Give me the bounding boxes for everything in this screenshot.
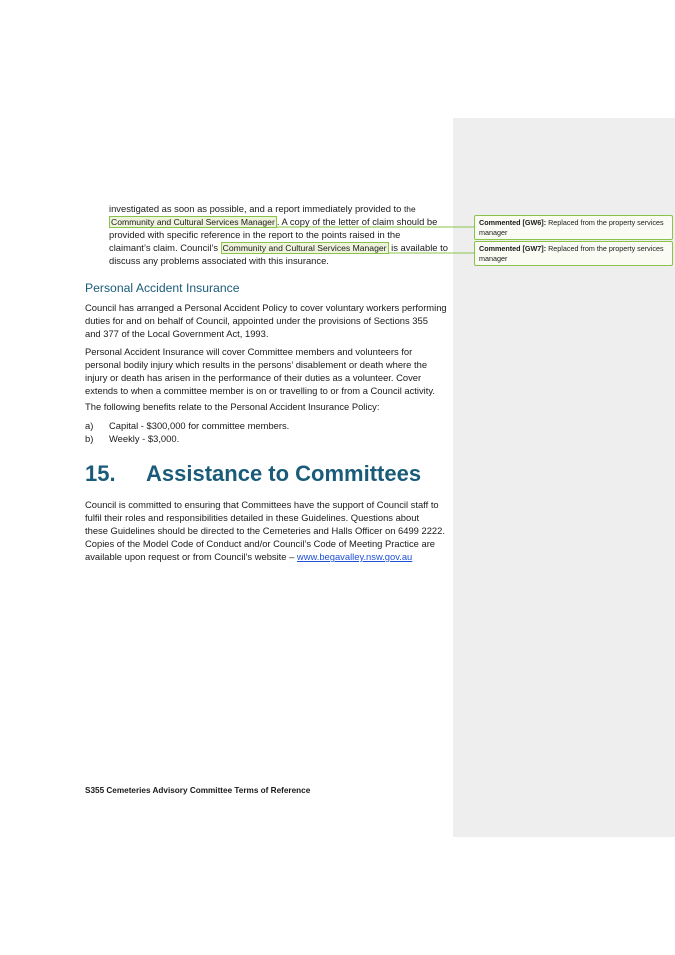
insurance-para-line-5: discuss any problems associated with this insurance. — [109, 255, 329, 266]
pa-para-2-line-2: personal bodily injury which results in the persons’ disablement or death where the — [85, 359, 428, 370]
comment-label: Commented [GW7]: — [479, 244, 547, 253]
insurance-para-line-1: investigated as soon as possible, and a report immediately provided to the — [109, 203, 416, 214]
pa-para-2-line-4: extends to when a committee member is on or travelling to or from a Council activity. — [85, 385, 435, 396]
comment-text: Replaced from the property services — [546, 244, 664, 253]
section-number: 15. — [85, 461, 116, 486]
comment-text-continued: manager — [479, 227, 508, 237]
comment-balloon-gw6[interactable] — [474, 215, 673, 240]
comment-balloon-gw7[interactable] — [474, 241, 673, 266]
section15-line-2: fulfil their roles and responsibilities detailed in these Guidelines. Questions about — [85, 512, 420, 523]
list-item-text: Weekly - $3,000. — [109, 433, 180, 444]
pa-para-3: The following benefits relate to the Personal Accident Insurance Policy: — [85, 401, 380, 412]
insurance-para-line-3: provided with specific reference in the report to the points raised in the — [109, 229, 401, 240]
highlighted-text-gw7[interactable]: Community and Cultural Services Manager — [222, 243, 387, 253]
list-item-label: a) — [85, 420, 94, 431]
section-heading-15 — [85, 461, 421, 487]
section15-line-4: Copies of the Model Code of Conduct and/or Council’s Code of Meeting Practice are — [85, 538, 436, 549]
comment-text: Replaced from the property services — [546, 218, 664, 227]
section-title: Assistance to Committees — [146, 461, 422, 486]
comment-text-continued: manager — [479, 253, 508, 263]
section15-line-1: Council is committed to ensuring that Committees have the support of Council staff to — [85, 499, 439, 510]
list-item-label: b) — [85, 433, 94, 444]
website-link[interactable]: www.begavalley.nsw.gov.au — [296, 551, 413, 562]
list-item-text: Capital - $300,000 for committee members. — [109, 420, 290, 431]
section15-line-5: available upon request or from Council’s website – www.begavalley.nsw.gov.au — [85, 551, 413, 562]
pa-para-1-line-3: and 377 of the Local Government Act, 1993. — [85, 328, 269, 339]
page-footer: S355 Cemeteries Advisory Committee Terms of Reference — [85, 786, 311, 795]
section15-line-3: these Guidelines should be directed to the Cemeteries and Halls Officer on 6499 2222. — [85, 525, 445, 536]
pa-para-2-line-3: injury or death has arisen in the performance of their duties as a volunteer. Cover — [85, 372, 422, 383]
highlighted-text-gw6[interactable]: Community and Cultural Services Manager — [111, 217, 275, 227]
list-item — [85, 419, 289, 432]
pa-para-1-line-2: duties for and on behalf of Council, appointed under the provisions of Sections 355 — [85, 315, 428, 326]
pa-para-2-line-1: Personal Accident Insurance will cover Committee members and volunteers for — [85, 346, 413, 357]
insurance-para-line-2: Community and Cultural Services Manager . A copy of the letter of claim should be — [111, 216, 438, 227]
pa-para-1-line-1: Council has arranged a Personal Accident Policy to cover voluntary workers performing — [85, 302, 447, 313]
section-heading-personal-accident: Personal Accident Insurance — [85, 281, 240, 295]
list-item — [85, 432, 179, 445]
insurance-para-line-4: claimant’s claim. Council’s Community and Cultural Services Manager is available to — [109, 242, 448, 253]
comment-label: Commented [GW6]: — [479, 218, 547, 227]
